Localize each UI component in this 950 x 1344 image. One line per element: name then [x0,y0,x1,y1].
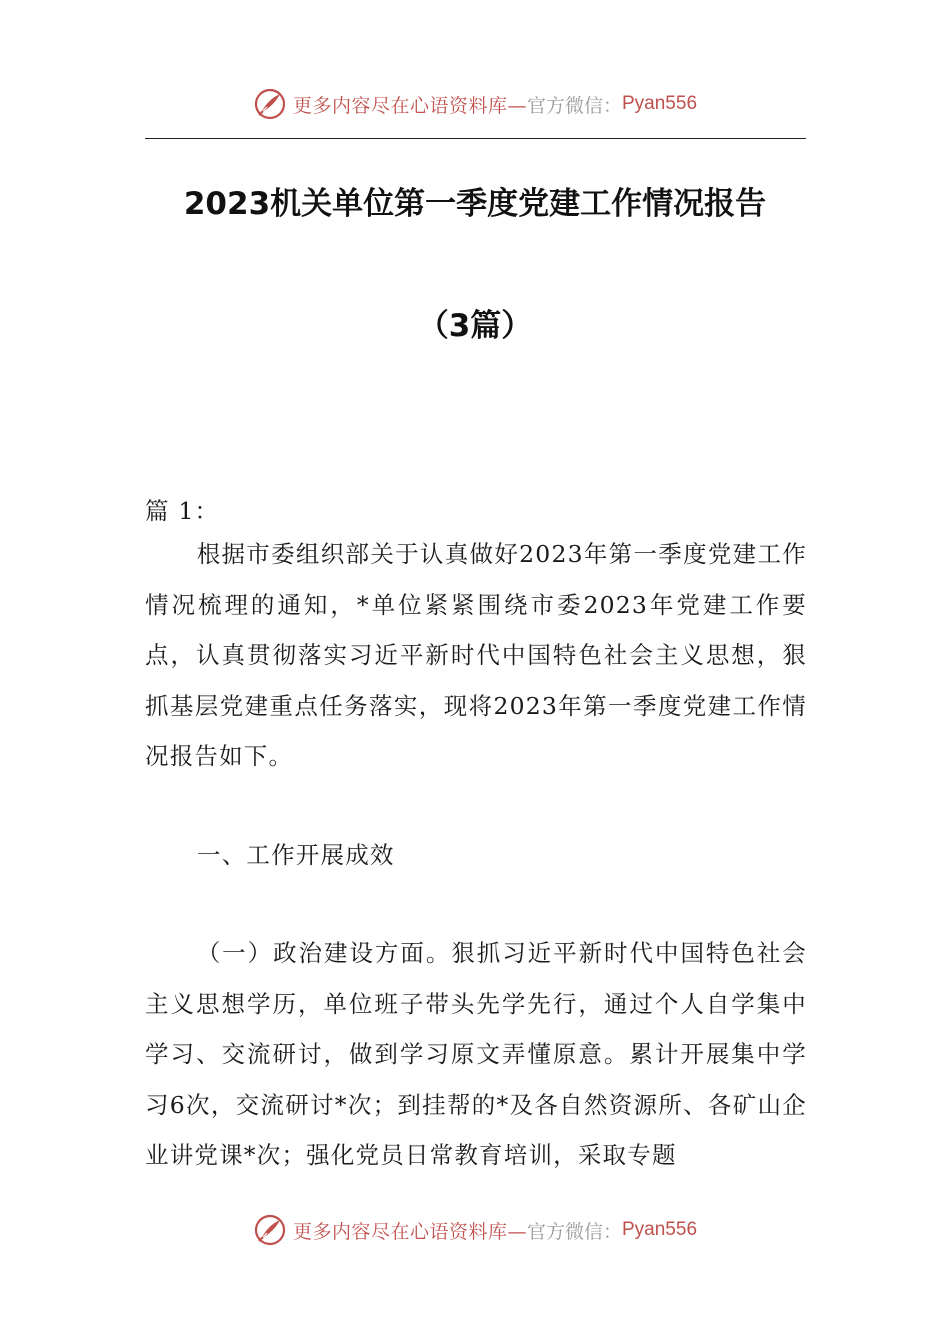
document-title: 2023机关单位第一季度党建工作情况报告 [183,186,767,222]
header-watermark [0,82,950,126]
intro-paragraph: 根据市委组织部关于认真做好2023年第一季度党建工作情况梳理的通知，*单位紧紧围绕市委2023年党建工作要点，认真贯彻落实习近平新时代中国特色社会主义思想，狠抓基层党建重点任务落实，现将2023年第一季度党建工作情况报告如下。 [145,540,807,770]
footer-watermark [0,1208,950,1252]
section-heading: 一、工作开展成效 [197,841,395,869]
quill-logo-icon [253,1213,287,1247]
watermark-wechat-label: 官方微信： [526,1220,622,1243]
watermark-text: 更多内容尽在心语资料库— [292,94,527,117]
body-paragraph: （一）政治建设方面。狠抓习近平新时代中国特色社会主义思想学历，单位班子带头先学先行，通过个人自学集中学习、交流研讨，做到学习原文弄懂原意。累计开展集中学习6次，交流研讨*次；到挂帮的*及各自然资源所、各矿山企业讲党课*次；强化党员日常教育培训，采取专题 [145,939,807,1169]
watermark-text: 更多内容尽在心语资料库— [292,1220,527,1243]
section-label: 篇 1： [145,497,220,525]
watermark-wechat-label: 官方微信： [526,94,622,117]
document-subtitle: （3篇） [417,308,533,344]
watermark-wechat-id: Pyan556 [622,93,698,114]
header-divider [145,138,806,139]
watermark-wechat-id: Pyan556 [622,1219,698,1240]
quill-logo-icon [253,87,287,121]
